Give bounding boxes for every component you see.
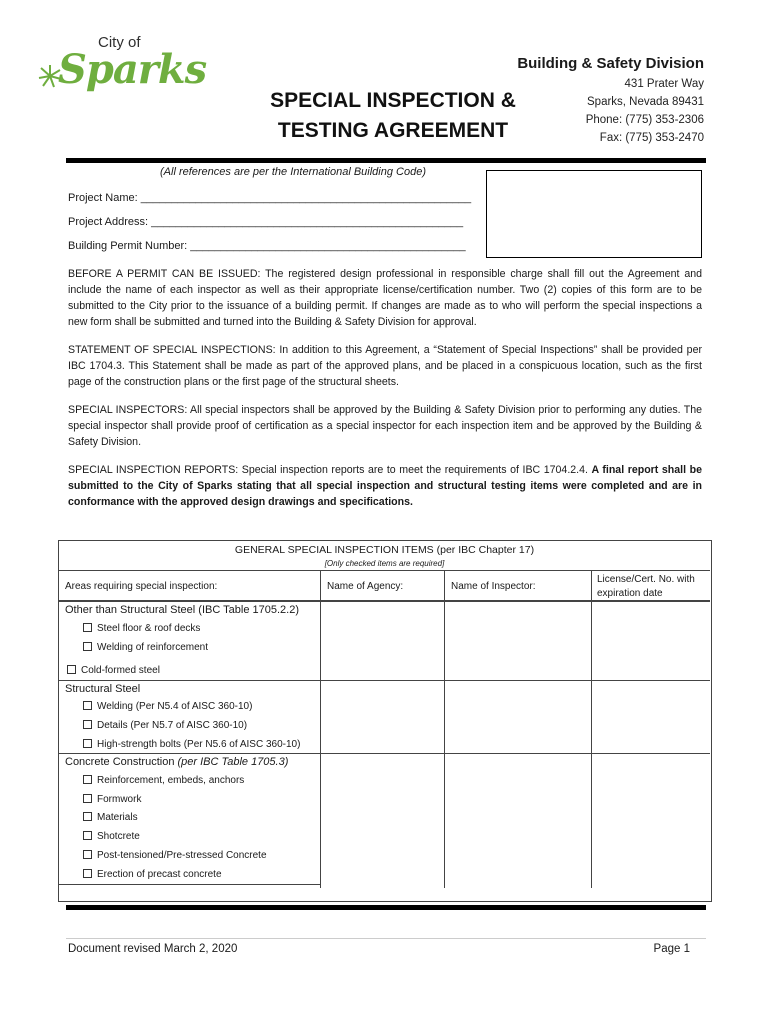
checkbox-label: Cold-formed steel [81,665,160,676]
checkbox-box[interactable] [83,812,92,821]
checkbox-formwork[interactable] [83,794,141,805]
project-name-field[interactable]: Project Name: ______________________________________________________ [68,192,472,204]
checkbox-precast-erection[interactable] [83,869,222,880]
page-title-line1: SPECIAL INSPECTION & [270,89,516,112]
section-divider-1 [59,680,710,681]
concrete-title-text: Concrete Construction [65,756,178,768]
col-license-header: License/Cert. No. with expiration date [597,574,695,599]
checkbox-label: Welding (Per N5.4 of AISC 360-10) [97,701,253,712]
city-logo [38,34,207,104]
col-areas-header: Areas requiring special inspection: [65,581,218,592]
col-divider-2 [444,570,445,888]
logo-sparks-text: Sparks [58,46,207,93]
checkbox-details-n57[interactable] [83,720,247,731]
checkbox-label: Formwork [97,794,142,805]
checkbox-box[interactable] [83,850,92,859]
section-concrete-title [65,756,288,768]
col-divider-3 [591,570,592,888]
checkbox-materials[interactable] [83,812,138,823]
checkbox-box[interactable] [67,665,76,674]
checkbox-bolts-n56[interactable] [83,739,300,750]
col-agency-header: Name of Agency: [327,581,404,592]
checkbox-label: Details (Per N5.7 of AISC 360-10) [97,720,248,731]
page-title-line2: TESTING AGREEMENT [277,119,509,142]
office-stamp-box [486,170,702,258]
reports-lead-text: SPECIAL INSPECTION REPORTS: Special inspection reports are to meet the requirements of IBC 1704.2.4. [68,464,592,476]
checkbox-steel-decks[interactable] [83,623,200,634]
checkbox-label: Steel floor & roof decks [97,623,201,634]
project-address-field[interactable]: Project Address: ___________________________________________________ [68,216,464,228]
division-city: Sparks, Nevada 89431 [587,96,704,108]
division-phone: Phone: (775) 353-2306 [585,114,704,126]
revision-date: Document revised March 2, 2020 [68,943,238,955]
reports-paragraph [68,462,702,510]
checkbox-label: Erection of precast concrete [97,869,222,880]
table-bottom-rule [66,905,706,910]
header-divider [66,158,706,163]
checkbox-box[interactable] [83,831,92,840]
footer-divider [66,938,706,939]
ibc-reference-note: (All references are per the International Building Code) [160,166,426,178]
section-divider-2 [59,753,710,754]
checkbox-label: High-strength bolts (Per N5.6 of AISC 360-10) [97,739,301,750]
before-permit-paragraph: BEFORE A PERMIT CAN BE ISSUED: The registered design professional in responsible charge shall fill out the Agreement and include the name of each inspector as well as their appropriate license/certification number. Two (2) copies of this form are to be submitted to the City prior to the issuance of a building permit. If changes are made as to who will perform the special inspections a new form shall be submitted and turned into the Building & Safety Division for approval. [68,268,702,328]
section-other-steel-title: Other than Structural Steel (IBC Table 1705.2.2) [65,604,299,616]
division-name: Building & Safety Division [517,55,704,72]
col-divider-1 [320,570,321,888]
logo-city-text: City of [98,34,141,51]
concrete-title-reference: (per IBC Table 1705.3) [177,756,289,768]
checkbox-cold-formed-steel[interactable] [67,665,160,676]
checkbox-box[interactable] [83,642,92,651]
checkbox-box[interactable] [83,720,92,729]
checkbox-box[interactable] [83,701,92,710]
checkbox-box[interactable] [83,775,92,784]
checkbox-label: Reinforcement, embeds, anchors [97,775,245,786]
checkbox-shotcrete[interactable] [83,831,140,842]
checkbox-welding-n54[interactable] [83,701,252,712]
checkbox-label: Post-tensioned/Pre-stressed Concrete [97,850,267,861]
statement-paragraph: STATEMENT OF SPECIAL INSPECTIONS: In addition to this Agreement, a “Statement of Special Inspections” shall be provided per IBC 1704.3. This Statement shall be made as part of the approved plans, and be placed in a conspicuous location, such as the first page of the construction plans or the first page of the structural sheets. [68,344,702,388]
checkbox-box[interactable] [83,794,92,803]
checkbox-post-tensioned[interactable] [83,850,267,861]
permit-number-field[interactable]: Building Permit Number: _____________________________________________ [68,240,466,252]
col-inspector-header: Name of Inspector: [451,581,536,592]
page-number: Page 1 [653,943,690,955]
inspection-items-table [58,540,712,902]
checkbox-label: Shotcrete [97,831,140,842]
table-heading: GENERAL SPECIAL INSPECTION ITEMS (per IBC Chapter 17) [234,544,535,556]
table-subheading: [Only checked items are required] [324,559,445,568]
checkbox-label: Welding of reinforcement [97,642,208,653]
checkbox-welding-reinforcement[interactable] [83,642,208,653]
checkbox-label: Materials [97,812,138,823]
section-structural-steel-title: Structural Steel [65,683,141,695]
division-address: 431 Prater Way [624,78,704,90]
last-row-divider [59,884,320,885]
checkbox-box[interactable] [83,869,92,878]
header-row-divider [59,570,710,571]
reports-bold-text: A final report shall be submitted to the City of Sparks stating that all special inspection and structural testing items were completed and are in conformance with the approved design drawings and specifications. [68,464,702,508]
column-header-divider [59,600,710,602]
checkbox-reinforcement[interactable] [83,775,244,786]
checkbox-box[interactable] [83,623,92,632]
inspectors-paragraph: SPECIAL INSPECTORS: All special inspectors shall be approved by the Building & Safety Division prior to performing any duties. The special inspector shall provide proof of certification as a special inspector for each inspection item and be approved by the Building & Safety Division. [68,404,702,448]
checkbox-box[interactable] [83,739,92,748]
division-fax: Fax: (775) 353-2470 [599,132,704,144]
